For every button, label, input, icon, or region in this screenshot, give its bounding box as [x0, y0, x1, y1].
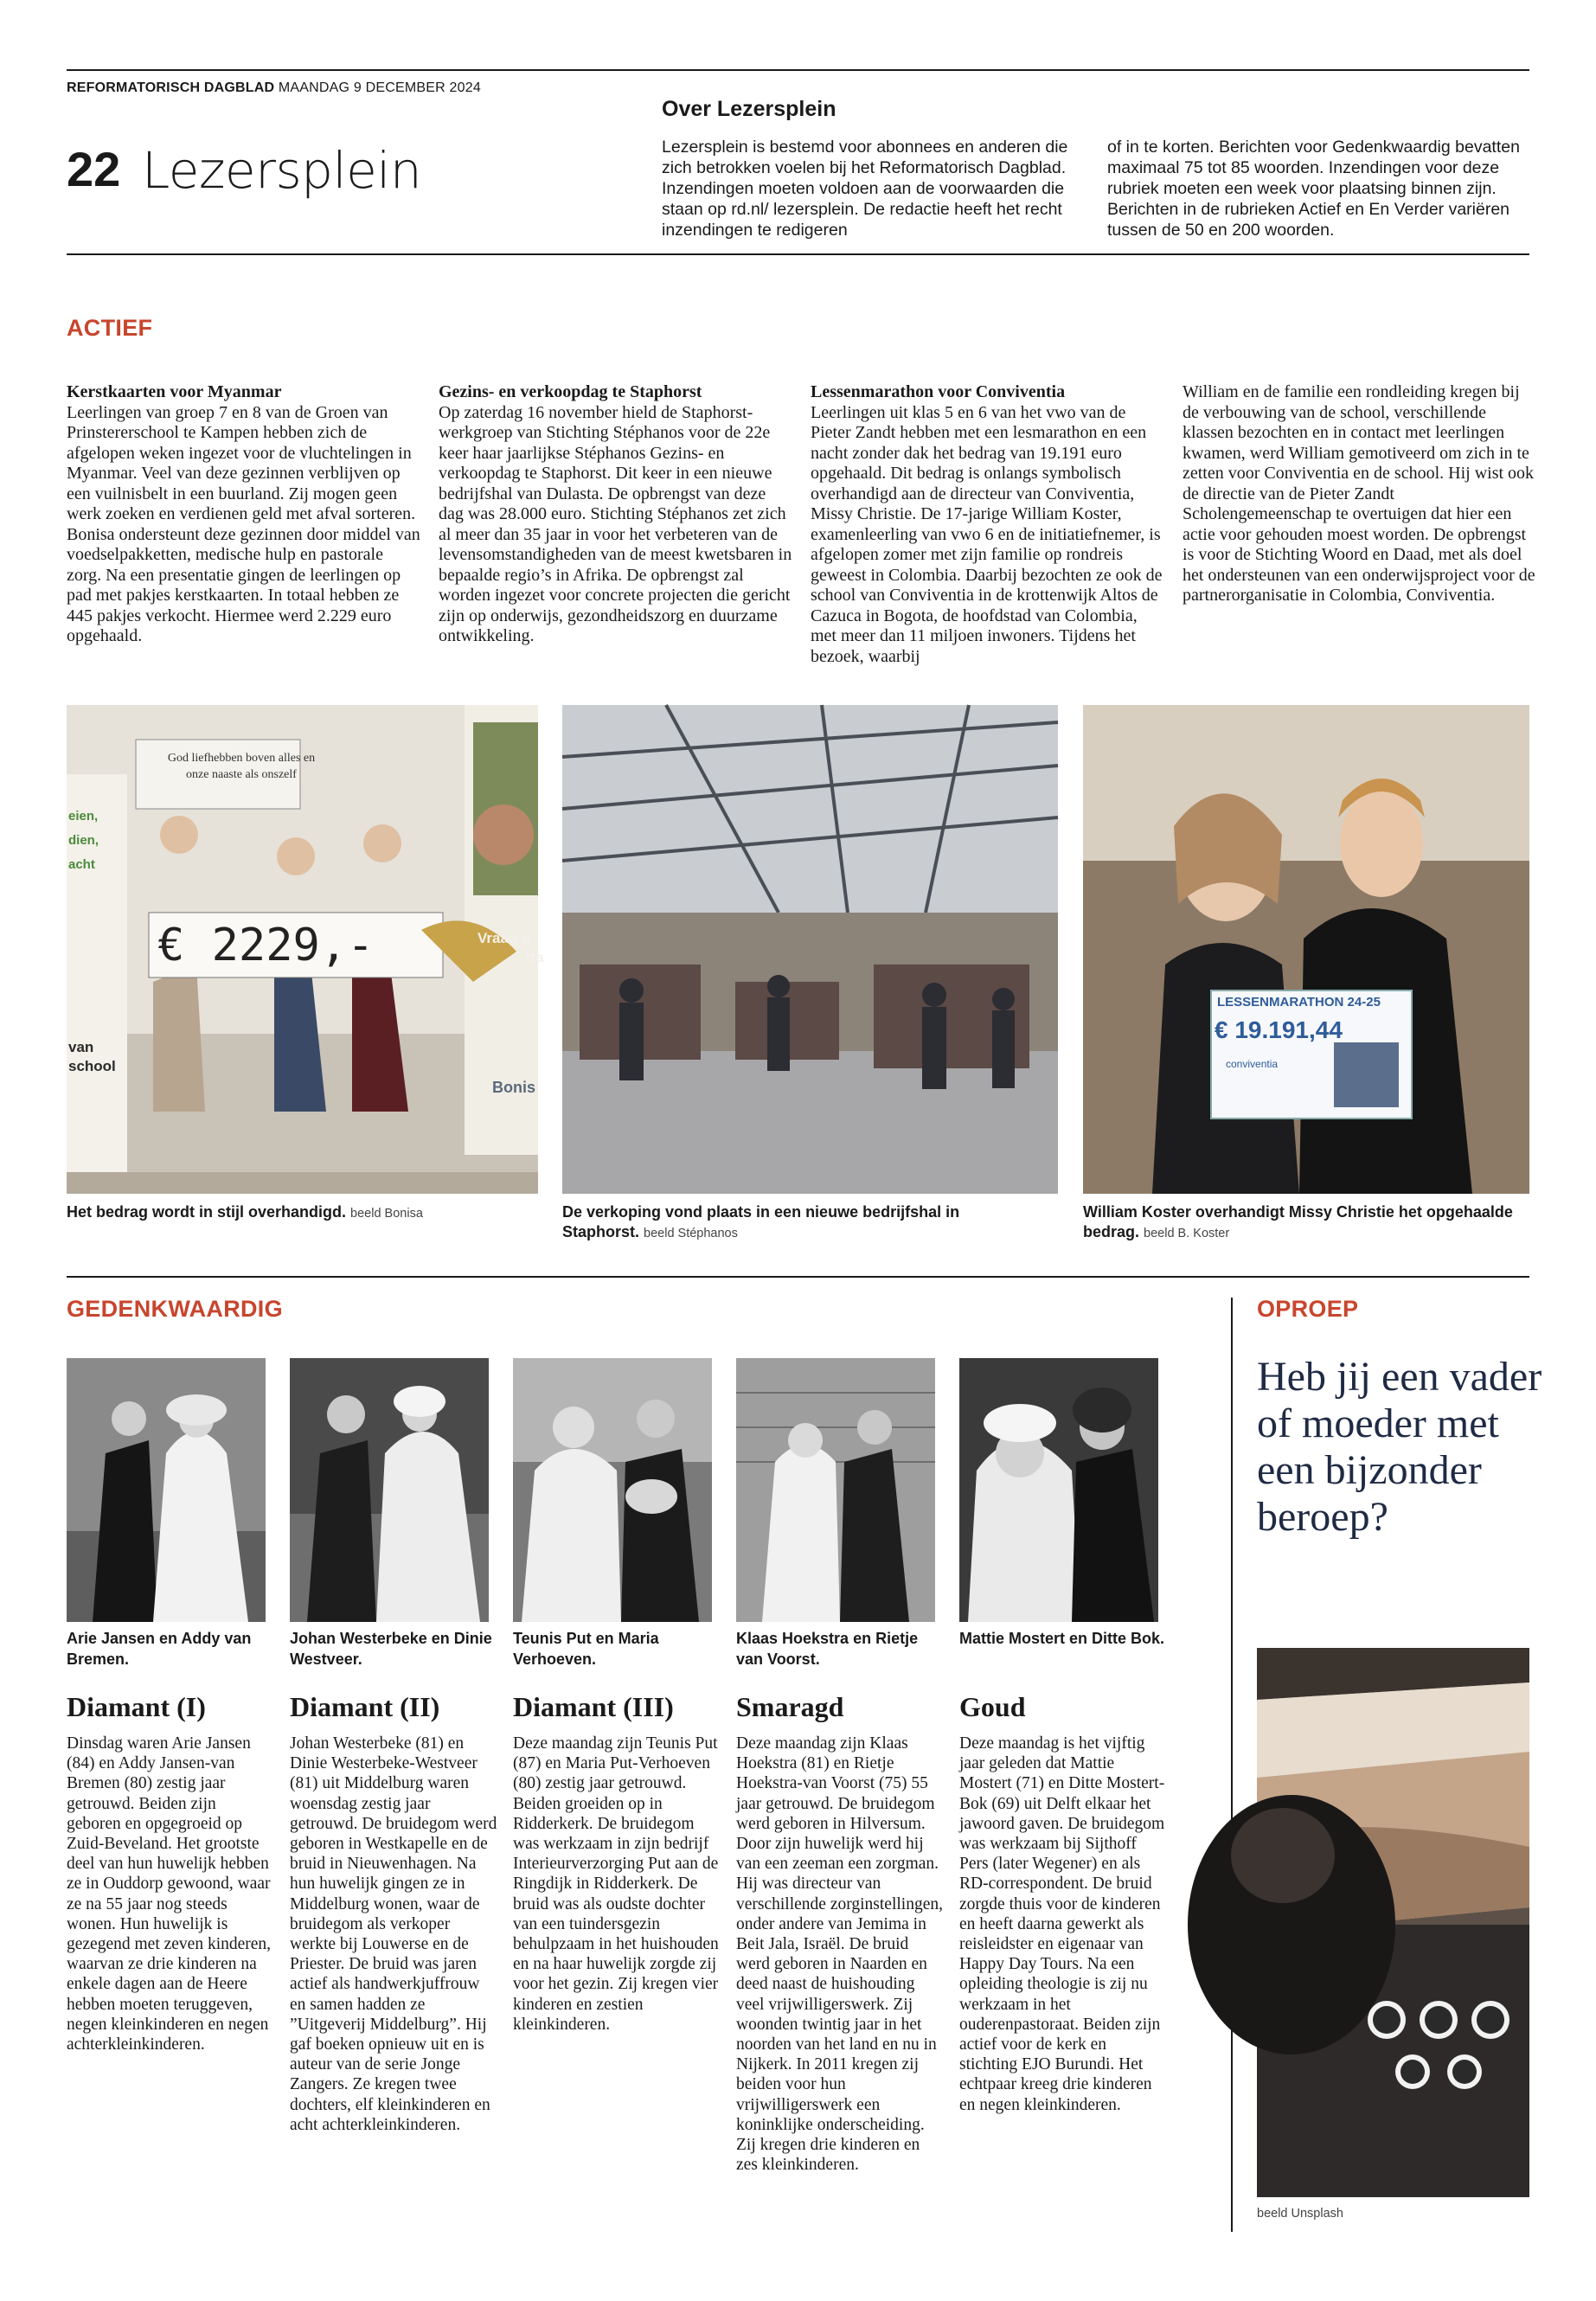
- wedding-title-3: Diamant (III): [513, 1691, 674, 1722]
- banner-left-text: eien, dien, acht: [68, 809, 99, 872]
- wedding-caption-3: Teunis Put en Maria Verhoeven.: [513, 1630, 659, 1668]
- kicker-actief: ACTIEF: [67, 315, 153, 341]
- wedding-photo-5: [959, 1358, 1158, 1622]
- wedding-photo-1: [67, 1358, 266, 1622]
- wedding-body-3: Deze maandag zijn Teunis Put (87) en Maria Put-Verhoeven (80) zestig jaar getrouwd. Beiden groeiden op in Ridderkerk. De bruidegom was werkzaam in zijn bedrijf Interieurverzorging Put aan de Ringdijk in Ridderkerk. De bruid was als oudste dochter van een tuindersgezin behulpzaam in het huishouden en na haar huwelijk zorgde zij voor het gezin. Zij kregen vier kinderen en zestien kleinkinderen.: [513, 1734, 719, 2034]
- kicker-oproep: OPROEP: [1257, 1296, 1359, 1322]
- wedding-body-1: Dinsdag waren Arie Jansen (84) en Addy Jansen-van Bremen (80) zestig jaar getrouwd. Beiden zijn geboren en opgegroeid op Zuid-Beveland. Het grootste deel van hun huwelijk hebben ze in Ouddorp gewoond, waar ze na 55 jaar nog steeds wonen. Hun huwelijk is gezegend met zeven kinderen, waarvan ze drie kinderen na enkele dagen aan de Heere hebben moeten teruggeven, negen kleinkinderen en negen achterkleinkinderen.: [67, 1734, 272, 2054]
- cheque-amount: € 2229,-: [157, 920, 375, 971]
- oproep-question: Heb jij een vader of moeder met een bijzonder beroep?: [1257, 1354, 1542, 1540]
- wedding-photo-2: [290, 1358, 489, 1622]
- section-title: Lezersplein: [142, 141, 422, 200]
- caption-photo-1: [67, 1202, 534, 1224]
- cheque-amount: € 19.191,44: [1215, 1016, 1343, 1043]
- photo-cockpit: [1257, 1648, 1529, 2197]
- cheque-brand: conviventia: [1226, 1058, 1279, 1070]
- photo-children-cheque: [67, 705, 544, 1194]
- article-headline: Gezins- en verkoopdag te Staphorst: [439, 382, 702, 401]
- banner-school-text: van school: [68, 1039, 116, 1074]
- photo-credit: beeld B. Koster: [1144, 1227, 1230, 1240]
- wedding-body-5: Deze maandag is het vijftig jaar geleden dat Mattie Mostert (71) en Ditte Mostert-Bok (69) uit Delft elkaar het jawoord gaven. De bruidegom was werkzaam bij Sijthoff Pers (later Wegener) en als RD-correspondent. De bruid zorgde thuis voor de kinderen en heeft daarna gewerkt als reisleidster en eigenaar van Happy Day Tours. Na een opleiding theologie is zij nu werkzaam in het ouderenpastoraat. Beiden zijn actief voor de kerk en stichting EJO Burundi. Het echtpaar kreeg drie kinderen en negen kleinkinderen.: [959, 1734, 1165, 2114]
- article-body: Op zaterdag 16 november hield de Staphorst-werkgroep van Stichting Stéphanos voor de 22e keer haar jaarlijkse Stéphanos Gezins- en verkoopdag te Staphorst. Dit keer in een nieuwe bedrijfshal van Dulasta. De opbrengst van deze dag was 28.000 euro. Stichting Stéphanos zet zich al meer dan 35 jaar in voor het verbeteren van de levensomstandigheden van de meest kwetsbaren in bepaalde regio’s in Afrika. De opbrengst zal worden ingezet voor concrete projecten die gericht zijn op onderwijs, gezondheidszorg en duurzame ontwikkeling.: [439, 402, 792, 645]
- section-divider-rule: [67, 1276, 1529, 1278]
- top-rule: [67, 69, 1529, 71]
- article-headline: Kerstkaarten voor Myanmar: [67, 382, 282, 401]
- wedding-body-4: Deze maandag zijn Klaas Hoekstra (81) en Rietje Hoekstra-van Voorst (75) 55 jaar getrouwd. De bruidegom werd geboren in Hilversum. Door zijn huwelijk werd hij van een zeeman een zorgman. Hij was directeur van verschillende zorginstellingen, onder andere van Jemima in Beit Jala, Israël. De bruid werd geboren in Naarden en deed naast de huishouding veel vrijwilligerswerk. Zij woonden twintig jaar in het noorden van het land en nu in Nijkerk. In 2011 kregen zij beiden voor hun vrijwilligerswerk een koninklijke onderscheiding. Zij kregen drie kinderen en zes kleinkinderen.: [736, 1734, 943, 2175]
- masthead-line: [67, 80, 481, 96]
- caption-text: Het bedrag wordt in stijl overhandigd.: [67, 1203, 347, 1221]
- wedding-body-2: Johan Westerbeke (81) en Dinie Westerbeke-Westveer (81) uit Middelburg waren woensdag zestig jaar getrouwd. De bruidegom werd geboren in Westkapelle en de bruid in Nieuwenhagen. Na hun huwelijk gingen ze in Middelburg wonen, waar de bruidegom als verkoper werkte bij Louwerse en de Priester. De bruid was jaren actief als handwerkjuffrouw en samen hadden ze ”Uitgeverij Middelburg”. Hij gaf boeken opnieuw uit en is auteur van de serie Jonge Zangers. Ze kregen twee dochters, elf kleinkinderen en acht achterkleinkinderen.: [290, 1734, 497, 2134]
- wedding-title-4: Smaragd: [736, 1691, 844, 1722]
- article-body: Leerlingen van groep 7 en 8 van de Groen van Prinstererschool te Kampen hebben zich de afgelopen weken ingezet voor de vluchtelingen in Myanmar. Veel van deze gezinnen verblijven op een vuilnisbelt in een buurland. Zij mogen geen werk zoeken en verdienen geld met afval sorteren. Bonisa ondersteunt deze gezinnen door middel van voedselpakketten, medische hulp en pastorale zorg. Na een presentatie gingen de leerlingen op pad met pakjes kerstkaarten. In totaal hebben ze 445 pakjes verkocht. Hiermee werd 2.229 euro opgehaald.: [67, 402, 420, 645]
- article-lessenmarathon-continued: [1183, 382, 1537, 606]
- cheque-title: LESSENMARATHON 24-25: [1217, 995, 1381, 1009]
- article-staphorst: [439, 382, 793, 647]
- banner-right-text-2: rta: [525, 949, 544, 965]
- article-body: Leerlingen uit klas 5 en 6 van het vwo van de Pieter Zandt hebben met een lesmarathon en een nacht zonder dak het bedrag van 19.191 euro opgehaald. Dit bedrag is onlangs symbolisch overhandigd aan de directeur van Conviventia, Missy Christie. De 17-jarige William Koster, examenleerling van vwo 6 en de initiatiefnemer, is afgelopen zomer met zijn familie op rondreis geweest in Colombia. Daarbij bezochten ze ook de school van Conviventia in de krottenwijk Altos de Cazuca in Bogota, de hoofdstad van Colombia, met meer dan 11 miljoen inwoners. Tijdens het bezoek, waarbij: [811, 402, 1163, 666]
- issue-date: MAANDAG 9 DECEMBER 2024: [278, 80, 481, 95]
- banner-right-text: Vraag o: [478, 930, 531, 946]
- caption-text: De verkoping vond plaats in een nieuwe bedrijfshal in Staphorst.: [562, 1203, 960, 1240]
- banner-sign-text: God liefhebben boven alles en onze naaste als onszelf: [167, 752, 316, 781]
- wedding-caption-5: Mattie Mostert en Ditte Bok.: [959, 1630, 1165, 1647]
- oproep-vertical-rule: [1231, 1298, 1233, 2232]
- photo-sale-hall: [562, 705, 1058, 1194]
- photo-cheque-handover: [1083, 705, 1529, 1194]
- page-number: 22: [67, 142, 121, 196]
- wedding-photo-4: [736, 1358, 935, 1622]
- oproep-photo-credit: beeld Unsplash: [1257, 2207, 1343, 2221]
- wedding-title-1: Diamant (I): [67, 1691, 206, 1722]
- article-kerstkaarten: [67, 382, 421, 647]
- wedding-caption-4: Klaas Hoekstra en Rietje van Voorst.: [736, 1630, 919, 1668]
- intro-column-2: of in te korten. Berichten voor Gedenkwaardig bevatten maximaal 75 tot 85 woorden. Inzendingen voor deze rubriek moeten een week voor plaatsing binnen zijn. Berichten in de rubrieken Actief en En Verder variëren tussen de 50 en 200 woorden.: [1107, 138, 1520, 240]
- caption-photo-3: [1083, 1202, 1550, 1244]
- paper-name: REFORMATORISCH DAGBLAD: [67, 80, 275, 95]
- wedding-caption-1: Arie Jansen en Addy van Bremen.: [67, 1630, 252, 1668]
- wedding-photo-3: [513, 1358, 712, 1622]
- article-headline: Lessenmarathon voor Conviventia: [811, 382, 1066, 401]
- banner-brand-text: Bonis: [492, 1079, 536, 1096]
- wedding-title-5: Goud: [959, 1691, 1026, 1722]
- header-bottom-rule: [67, 253, 1529, 255]
- article-lessenmarathon: [811, 382, 1165, 667]
- intro-title: Over Lezersplein: [662, 97, 836, 121]
- intro-column-1: Lezersplein is bestemd voor abonnees en anderen die zich betrokken voelen bij het Reformatorisch Dagblad. Inzendingen moeten voldoen aan de voorwaarden die staan op rd.nl/ lezersplein. De redactie heeft het recht inzendingen te redigeren: [662, 138, 1068, 240]
- caption-text: William Koster overhandigt Missy Christie het opgehaalde bedrag.: [1083, 1203, 1513, 1240]
- wedding-caption-2: Johan Westerbeke en Dinie Westveer.: [290, 1630, 492, 1668]
- wedding-title-2: Diamant (II): [290, 1691, 440, 1722]
- photo-credit: beeld Bonisa: [350, 1207, 423, 1221]
- kicker-gedenkwaardig: GEDENKWAARDIG: [67, 1296, 283, 1322]
- article-body: William en de familie een rondleiding kregen bij de verbouwing van de school, verschillende klassen bezochten en in contact met leerlingen kwamen, werd William gemotiveerd om zich in te zetten voor Conviventia en de school. Hij wist ook de directie van de Pieter Zandt Scholengemeenschap te overtuigen dat hier een actie voor gehouden moest worden. De opbrengst is voor de Stichting Woord en Daad, met als doel het ondersteunen van een onderwijsproject voor de partnerorganisatie in Colombia, Conviventia.: [1183, 382, 1535, 605]
- photo-credit: beeld Stéphanos: [644, 1227, 738, 1240]
- caption-photo-2: [562, 1202, 1029, 1244]
